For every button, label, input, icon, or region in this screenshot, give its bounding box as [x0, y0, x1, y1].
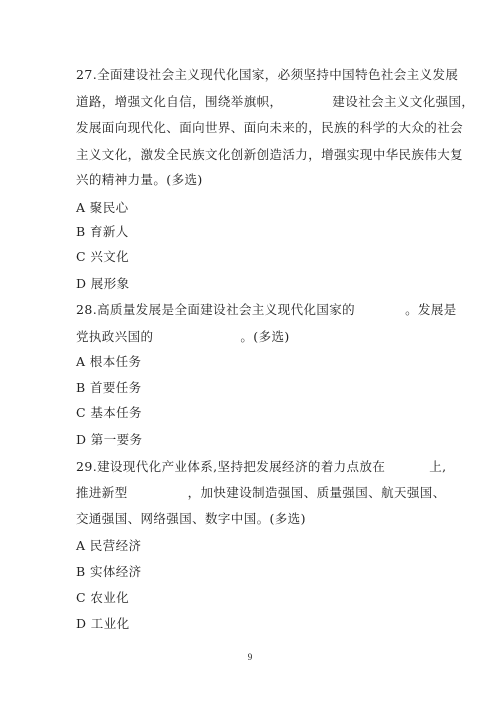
q27-option-a: A 聚民心: [76, 200, 129, 215]
q28-option-b: B 首要任务: [76, 380, 142, 395]
q28-option-d: D 第一要务: [76, 432, 143, 447]
q27-option-b: B 育新人: [76, 224, 129, 239]
q28-option-c: C 基本任务: [76, 405, 142, 420]
q28-option-a: A 根本任务: [76, 354, 142, 369]
page-number: 9: [247, 652, 253, 662]
q27-stem-line3: 发展面向现代化、面向世界、面向未来的，民族的科学的大众的社会: [76, 120, 464, 135]
q27-stem-line4: 主义文化，激发全民族文化创新创造活力，增强实现中华民族伟大复: [76, 147, 464, 162]
q29-option-a: A 民营经济: [76, 538, 142, 553]
q29-stem-text: 29.建设现代化产业体系,坚持把发展经济的着力点放在: [76, 459, 386, 474]
q28-stem-text-2: 党执政兴国的: [76, 329, 154, 344]
q29-option-d: D 工业化: [76, 616, 130, 631]
q27-stem-line5: 兴的精神力量。(多选): [76, 172, 203, 187]
q27-stem-line1: 27.全面建设社会主义现代化国家，必须坚持中国特色社会主义发展: [76, 67, 459, 82]
q29-stem-text-after-blank: 上,: [429, 459, 447, 474]
q27-stem-text: 道路，增强文化自信，围绕举旗帜，: [76, 94, 283, 109]
q28-stem-text-2-after-blank: 。(多选): [240, 329, 290, 344]
q29-stem-line1: [76, 457, 447, 477]
q27-stem-text-after-blank: 建设社会主义文化强国，: [332, 94, 475, 109]
q29-option-c: C 农业化: [76, 590, 130, 605]
q29-option-b: B 实体经济: [76, 564, 142, 579]
q28-stem-line2: [76, 327, 290, 347]
q28-stem-line1: [76, 300, 457, 320]
q29-stem-line3: 交通强国、网络强国、数字中国。(多选): [76, 511, 306, 526]
q29-stem-text-2: 推进新型: [76, 485, 128, 500]
q27-stem-line2: [76, 92, 474, 112]
q29-stem-line2: [76, 483, 446, 503]
q28-stem-text: 28.高质量发展是全面建设社会主义现代化国家的: [76, 302, 356, 317]
q27-option-d: D 展形象: [76, 276, 130, 291]
q29-stem-text-2-after-blank: ，加快建设制造强国、质量强国、航天强国、: [187, 485, 446, 500]
q28-stem-text-after-blank: 。发展是: [405, 302, 457, 317]
q27-option-c: C 兴文化: [76, 249, 130, 264]
